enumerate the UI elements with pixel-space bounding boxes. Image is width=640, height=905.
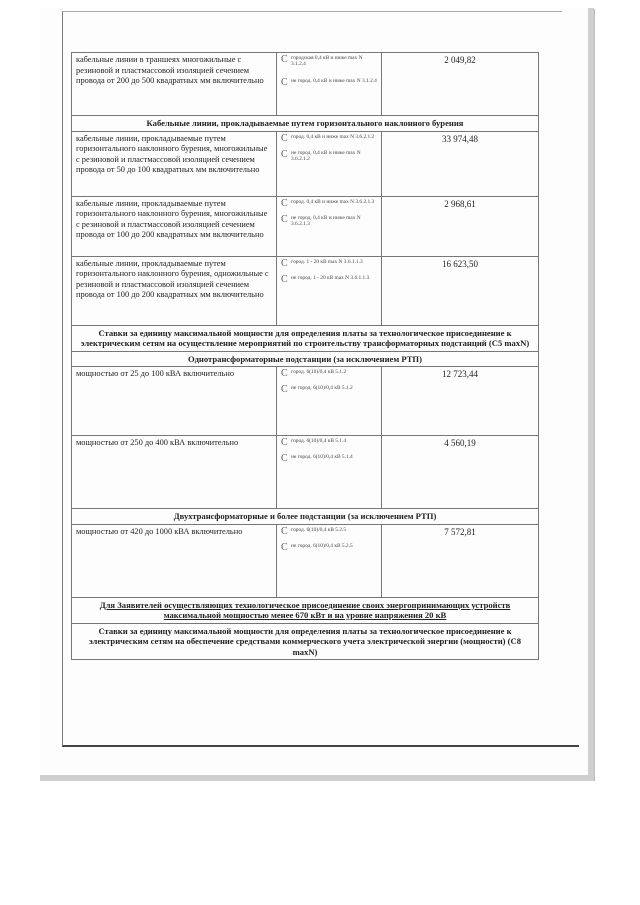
code-urban: C город. 0,4 кВ и ниже max N 3.6.2.1.3 (281, 197, 375, 209)
row-value: 12 723,44 (382, 367, 539, 436)
code-urban: C городская 0,4 кВ и ниже max N 3.1.2.4 (281, 54, 363, 68)
table-row (72, 131, 539, 196)
code-urban: C город. 6(10)/0,4 кВ 5.1.4 (281, 437, 347, 448)
row-value: 16 623,50 (382, 256, 539, 325)
code-urban: C город. 6(10)/0,4 кВ 5.2.5 (281, 525, 347, 537)
row-value: 33 974,48 (382, 131, 539, 196)
section-header: Кабельные линии, прокладываемые путем горизонтального наклонного бурения (72, 116, 539, 132)
row-description: мощностью от 25 до 100 кВА включительно (72, 367, 277, 436)
code-rural: C не город. 0,4 кВ и ниже max N 3.6.2.1.2 (281, 148, 361, 163)
table-row (72, 196, 539, 256)
row-value: 2 049,82 (382, 53, 539, 116)
tariff-table (71, 52, 539, 660)
table-row (72, 436, 539, 509)
code-rural: C не город. 6(10)/0,4 кВ 5.1.2 (281, 384, 353, 396)
code-rural: C не город. 1 - 20 кВ max N 3.6.1.1.3 (281, 273, 370, 285)
row-description: кабельные линии, прокладываемые путем горизонтального наклонного бурения, одножильные с резиновой и пластмассовой изоляцией сечением провода от 100 до 200 квадратных мм включительно (72, 256, 277, 325)
table-row (72, 367, 539, 436)
row-codes (277, 196, 382, 256)
row-value: 2 968,61 (382, 196, 539, 256)
row-value: 7 572,81 (382, 524, 539, 597)
code-urban: C город. 0,4 кВ и ниже max N 3.6.2.1.2 (281, 132, 375, 144)
code-rural: C не город. 0,4 кВ и ниже max N 3.1.2.4 (281, 76, 377, 88)
section-header: Однотрансформаторные подстанции (за исключением РТП) (72, 351, 539, 367)
code-urban: C город. 6(10)/0,4 кВ 5.1.2 (281, 368, 347, 379)
section-header: Двухтрансформаторные и более подстанции (за исключением РТП) (72, 509, 539, 525)
code-rural: C не город. 6(10)/0,4 кВ 5.2.5 (281, 541, 353, 553)
row-description: мощностью от 420 до 1000 кВА включительно (72, 524, 277, 597)
row-codes (277, 256, 382, 325)
section-header-row (72, 116, 539, 132)
blank-background (0, 781, 640, 905)
section-header-underlined: Для Заявителей осуществляющих технологическое присоединение своих энергопринимающих устройств максимальной мощностью менее 670 кВт и на уровне напряжения 20 кВ (72, 597, 539, 623)
row-codes (277, 367, 382, 436)
row-value: 4 560,19 (382, 436, 539, 509)
row-codes (277, 131, 382, 196)
code-rural: C не город. 6(10)/0,4 кВ 5.1.4 (281, 453, 353, 465)
section-header: Ставки за единицу максимальной мощности для определения платы за технологическое присоединение к электрическим сетям на осуществление мероприятий по строительству трансформаторных подстанций (С5 maxN) (72, 325, 539, 351)
row-codes (277, 53, 382, 116)
row-codes (277, 524, 382, 597)
section-header-row (72, 325, 539, 351)
row-description: мощностью от 250 до 400 кВА включительно (72, 436, 277, 509)
section-header-row (72, 351, 539, 367)
section-header: Ставки за единицу максимальной мощности для определения платы за технологическое присоединение к электрическим сетям на обеспечение средствами коммерческого учета электрической энергии (мощности) (С8 maxN) (72, 623, 539, 660)
row-description: кабельные линии в траншеях многожильные с резиновой и пластмассовой изоляцией сечением провода от 200 до 500 квадратных мм включительно (72, 53, 277, 116)
section-header-row (72, 623, 539, 660)
code-rural: C не город. 0,4 кВ и ниже max N 3.6.2.1.3 (281, 213, 361, 228)
section-header-row (72, 509, 539, 525)
table-row (72, 524, 539, 597)
table-row (72, 53, 539, 116)
table-row (72, 256, 539, 325)
section-header-row (72, 597, 539, 623)
row-codes (277, 436, 382, 509)
code-urban: C город. 1 - 20 кВ max N 3.6.1.1.3 (281, 257, 363, 269)
row-description: кабельные линии, прокладываемые путем горизонтального наклонного бурения, многожильные с резиновой и пластмассовой изоляцией сечением провода от 100 до 200 квадратных мм включительно (72, 196, 277, 256)
row-description: кабельные линии, прокладываемые путем горизонтального наклонного бурения, многожильные с резиновой и пластмассовой изоляцией сечением провода от 50 до 100 квадратных мм включительно (72, 131, 277, 196)
